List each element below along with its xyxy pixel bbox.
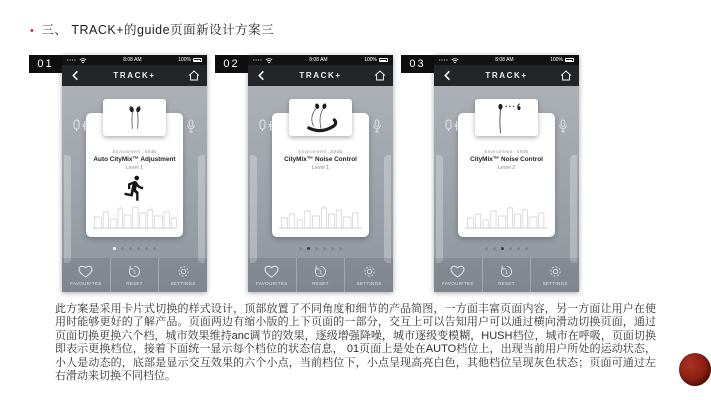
running-person-icon xyxy=(86,173,183,203)
slide-logo-dot xyxy=(679,353,711,386)
microphone-icon[interactable] xyxy=(186,119,196,133)
status-bar xyxy=(62,55,207,65)
product-image-card xyxy=(475,99,538,136)
tab-favourites[interactable] xyxy=(62,258,110,292)
mode-level: Level 2 xyxy=(497,164,516,171)
gear-icon xyxy=(176,264,191,279)
status-time: 8:08 AM xyxy=(495,57,514,63)
back-button[interactable] xyxy=(442,70,453,81)
svg-text:1: 1 xyxy=(133,269,137,276)
microphone-icon[interactable] xyxy=(558,119,568,133)
signal-wifi-icon: •••• xyxy=(439,57,459,64)
signal-wifi-icon: •••• xyxy=(253,57,273,64)
tab-settings[interactable] xyxy=(344,258,393,292)
battery-indicator xyxy=(364,57,388,63)
status-time: 8:08 AM xyxy=(123,57,142,63)
tab-settings[interactable] xyxy=(158,258,207,292)
reset-icon xyxy=(313,264,328,279)
city-skyline-sketch xyxy=(463,204,550,230)
earbuds-pair-image xyxy=(115,103,155,133)
tab-favourites[interactable] xyxy=(248,258,296,292)
environment-label: Environment : 59dB xyxy=(298,149,343,154)
tab-label: FAVOURITES xyxy=(442,281,474,286)
home-button[interactable] xyxy=(374,70,386,81)
heart-icon xyxy=(263,264,280,279)
battery-indicator xyxy=(178,57,202,63)
mode-level: Level 1 xyxy=(311,164,330,171)
nav-title: TRACK+ xyxy=(485,71,528,80)
phone-mockup-1 xyxy=(37,55,207,292)
pagination-dots[interactable] xyxy=(434,247,579,250)
city-skyline-sketch xyxy=(277,204,364,230)
tab-reset[interactable] xyxy=(482,258,531,292)
environment-label: Environment : 59dB xyxy=(484,149,529,154)
tab-label: SETTINGS xyxy=(542,281,568,286)
tab-label: FAVOURITES xyxy=(70,281,102,286)
mode-title: CityMix™ Noise Control xyxy=(470,156,543,163)
svg-text:1: 1 xyxy=(505,269,509,276)
back-button[interactable] xyxy=(70,70,81,81)
nav-bar xyxy=(434,65,579,86)
tab-reset[interactable] xyxy=(110,258,159,292)
svg-text:1: 1 xyxy=(319,269,323,276)
home-button[interactable] xyxy=(188,70,200,81)
reset-icon xyxy=(499,264,514,279)
city-skyline-sketch xyxy=(91,204,178,230)
heart-icon xyxy=(449,264,466,279)
battery-icon xyxy=(565,58,574,62)
mockup-number-tag: 02 xyxy=(215,55,248,73)
mockup-number-tag: 03 xyxy=(401,55,434,73)
tab-reset[interactable] xyxy=(296,258,345,292)
tab-label: FAVOURITES xyxy=(256,281,288,286)
reset-icon xyxy=(127,264,142,279)
bottom-tab-bar xyxy=(62,258,207,292)
gear-icon xyxy=(362,264,377,279)
gear-icon xyxy=(548,264,563,279)
nav-bar xyxy=(62,65,207,86)
description-paragraph: 此方案是采用卡片式切换的样式设计，顶部放置了不同角度和细节的产品简图，一方面丰富页面内容，另一方面让用户在使用时能够更好的了解产品。页面两边有缩小版的上下页面的一部分，交互上可以告知用户可以通过横向滑动切换页面，通过页面切换更换六个档，城市效果维持anc调节的效果，逐级增强降噪，城市逐级变模糊，HUSH档位，城市在呼吸，页面切换即表示更换档位，接着下面统一显示每个档位的状态信息， 01页面上是处在AUTO档位上，出现当前用户所处的运动状态，小人是动态的，底部是显示交互效果的六个小点，当前档位下，小点呈现高亮白色，其他档位呈现灰色状态；页面可通过左右滑动来切换不同档位。 xyxy=(55,303,656,383)
battery-indicator xyxy=(550,57,574,63)
signal-wifi-icon: •••• xyxy=(67,57,87,64)
single-earbud-cable-image xyxy=(485,102,529,134)
battery-percent: 100% xyxy=(178,57,191,63)
status-bar xyxy=(434,55,579,65)
neckband-earphones-image xyxy=(298,102,344,134)
tab-label: SETTINGS xyxy=(170,281,196,286)
heart-icon xyxy=(77,264,94,279)
status-time: 8:08 AM xyxy=(309,57,328,63)
phone-mockup-2 xyxy=(223,55,393,292)
nav-title: TRACK+ xyxy=(299,71,342,80)
battery-percent: 100% xyxy=(364,57,377,63)
battery-icon xyxy=(193,58,202,62)
page-title xyxy=(30,20,274,38)
bottom-tab-bar xyxy=(248,258,393,292)
tab-label: SETTINGS xyxy=(356,281,382,286)
tab-label: RESET xyxy=(498,281,515,286)
mode-title: CityMix™ Noise Control xyxy=(284,156,357,163)
product-image-card xyxy=(289,99,352,136)
phone-mockup-3 xyxy=(409,55,579,292)
back-button[interactable] xyxy=(256,70,267,81)
title-bullet: • xyxy=(30,25,35,37)
title-text: 三、 TRACK+的guide页面新设计方案三 xyxy=(41,23,275,37)
product-image-card xyxy=(103,99,166,136)
tab-label: RESET xyxy=(312,281,329,286)
bottom-tab-bar xyxy=(434,258,579,292)
mockup-number-tag: 01 xyxy=(29,55,62,73)
nav-title: TRACK+ xyxy=(113,71,156,80)
environment-label: Environment : 59dB xyxy=(112,149,157,154)
mode-title: Auto CityMix™ Adjustment xyxy=(93,156,176,163)
battery-percent: 100% xyxy=(550,57,563,63)
status-bar xyxy=(248,55,393,65)
battery-icon xyxy=(379,58,388,62)
pagination-dots[interactable] xyxy=(62,247,207,250)
pagination-dots[interactable] xyxy=(248,247,393,250)
tab-label: RESET xyxy=(126,281,143,286)
mode-level: Level 1 xyxy=(125,164,144,171)
home-button[interactable] xyxy=(560,70,572,81)
microphone-icon[interactable] xyxy=(372,119,382,133)
nav-bar xyxy=(248,65,393,86)
tab-favourites[interactable] xyxy=(434,258,482,292)
tab-settings[interactable] xyxy=(530,258,579,292)
